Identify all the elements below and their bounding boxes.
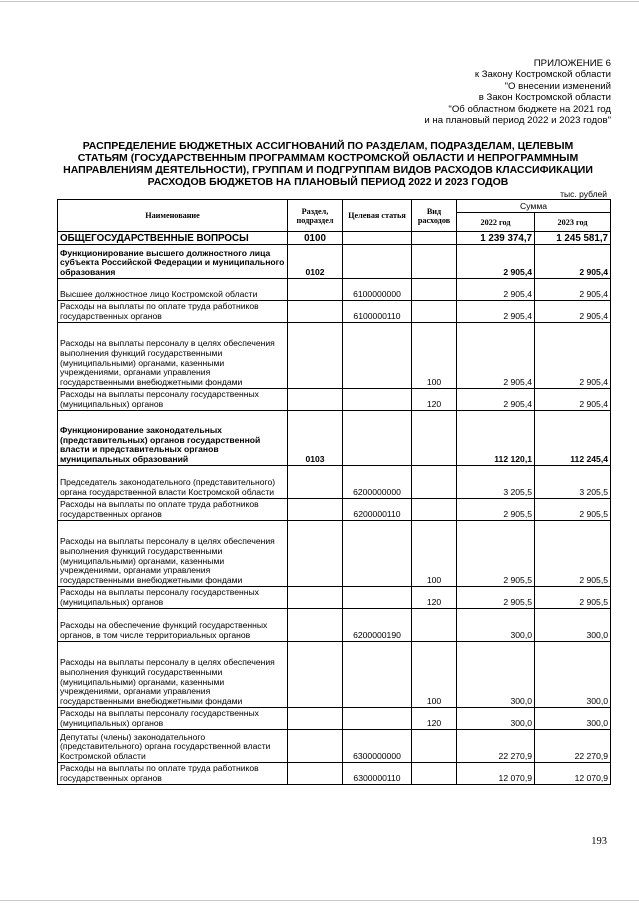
cell-type: 120 (412, 708, 457, 730)
table-row (58, 279, 611, 301)
document-title (48, 140, 608, 188)
table-row (58, 466, 611, 499)
cell-2023: 3 205,5 (535, 466, 611, 499)
header-2023: 2023 год (535, 213, 611, 232)
cell-name: Расходы на выплаты персоналу в целях обеспечения выполнения функций государственными (муниципальными) органами, казенными учреждениями, органами управления государственными внебюджетными фондами (58, 521, 288, 587)
table-row (58, 323, 611, 389)
cell-target (343, 323, 412, 389)
cell-type (412, 245, 457, 279)
cell-2022: 1 239 374,7 (457, 232, 535, 245)
table-row (58, 499, 611, 521)
appendix-header (311, 58, 611, 126)
cell-target (343, 521, 412, 587)
cell-2022: 300,0 (457, 609, 535, 642)
cell-2022: 2 905,5 (457, 587, 535, 609)
cell-name: Функционирование высшего должностного лица субъекта Российской Федерации и муниципального образования (58, 245, 288, 279)
cell-type: 120 (412, 389, 457, 411)
cell-2023: 2 905,4 (535, 245, 611, 279)
table-row (58, 730, 611, 763)
cell-2023: 2 905,5 (535, 521, 611, 587)
cell-section (288, 389, 343, 411)
cell-target (343, 708, 412, 730)
cell-name: Функционирование законодательных (представительных) органов государственной власти и представительных органов муниципальных образований (58, 411, 288, 466)
cell-type (412, 763, 457, 785)
cell-name: ОБЩЕГОСУДАРСТВЕННЫЕ ВОПРОСЫ (58, 232, 288, 245)
cell-2022: 2 905,4 (457, 389, 535, 411)
cell-type: 100 (412, 642, 457, 708)
cell-name: Расходы на выплаты по оплате труда работников государственных органов (58, 763, 288, 785)
cell-2023: 22 270,9 (535, 730, 611, 763)
header-target: Целевая статья (343, 200, 412, 232)
cell-section (288, 609, 343, 642)
table-row (58, 609, 611, 642)
cell-2022: 22 270,9 (457, 730, 535, 763)
cell-2023: 2 905,4 (535, 323, 611, 389)
cell-type: 100 (412, 521, 457, 587)
cell-target: 6200000110 (343, 499, 412, 521)
scan-edge-top (0, 1, 639, 2)
cell-target: 6200000190 (343, 609, 412, 642)
cell-2023: 2 905,5 (535, 499, 611, 521)
table-row (58, 763, 611, 785)
cell-name: Депутаты (члены) законодательного (представительного) органа государственной власти Костромской области (58, 730, 288, 763)
cell-2022: 2 905,5 (457, 521, 535, 587)
cell-name: Расходы на выплаты персоналу в целях обеспечения выполнения функций государственными (муниципальными) органами, казенными учреждениями, органами управления государственными внебюджетными фондами (58, 642, 288, 708)
appendix-line: в Закон Костромской области (478, 92, 611, 104)
cell-name: Расходы на выплаты персоналу в целях обеспечения выполнения функций государственными (муниципальными) органами, казенными учреждениями, органами управления государственными внебюджетными фондами (58, 323, 288, 389)
cell-2022: 112 120,1 (457, 411, 535, 466)
cell-2023: 2 905,5 (535, 587, 611, 609)
header-sum: Сумма (457, 200, 611, 213)
cell-2023: 2 905,4 (535, 389, 611, 411)
cell-section: 0103 (288, 411, 343, 466)
cell-type (412, 301, 457, 323)
table-row (58, 708, 611, 730)
cell-section (288, 466, 343, 499)
table-row (58, 521, 611, 587)
cell-section (288, 763, 343, 785)
cell-section (288, 279, 343, 301)
table-row (58, 232, 611, 245)
cell-2023: 2 905,4 (535, 301, 611, 323)
cell-section (288, 323, 343, 389)
appendix-line: "Об областном бюджете на 2021 год (448, 103, 611, 115)
header-2022: 2022 год (457, 213, 535, 232)
cell-name: Расходы на выплаты по оплате труда работников государственных органов (58, 499, 288, 521)
header-name: Наименование (58, 200, 288, 232)
appendix-line: к Закону Костромской области (474, 69, 611, 81)
cell-type (412, 279, 457, 301)
cell-target (343, 587, 412, 609)
budget-table-body (58, 232, 611, 785)
cell-2022: 12 070,9 (457, 763, 535, 785)
cell-section: 0100 (288, 232, 343, 245)
cell-type (412, 499, 457, 521)
budget-table (57, 199, 611, 785)
scan-edge-bottom (0, 900, 639, 901)
header-type: Вид расходов (412, 200, 457, 232)
cell-name: Председатель законодательного (представительного) органа государственной власти Костромской области (58, 466, 288, 499)
cell-target: 6300000000 (343, 730, 412, 763)
cell-target (343, 389, 412, 411)
cell-section: 0102 (288, 245, 343, 279)
cell-name: Расходы на выплаты персоналу государственных (муниципальных) органов (58, 389, 288, 411)
cell-name: Расходы на выплаты по оплате труда работников государственных органов (58, 301, 288, 323)
cell-2022: 2 905,4 (457, 301, 535, 323)
cell-2022: 3 205,5 (457, 466, 535, 499)
appendix-line: "О внесении изменений (504, 80, 611, 92)
cell-section (288, 730, 343, 763)
cell-name: Расходы на обеспечение функций государственных органов, в том числе территориальных органов (58, 609, 288, 642)
cell-2022: 2 905,4 (457, 279, 535, 301)
cell-2023: 1 245 581,7 (535, 232, 611, 245)
cell-section (288, 642, 343, 708)
cell-2023: 12 070,9 (535, 763, 611, 785)
cell-2022: 300,0 (457, 708, 535, 730)
cell-type: 120 (412, 587, 457, 609)
cell-target (343, 232, 412, 245)
cell-target: 6300000110 (343, 763, 412, 785)
title-line: СТАТЬЯМ (ГОСУДАРСТВЕННЫМ ПРОГРАММАМ КОСТРОМСКОЙ ОБЛАСТИ И НЕПРОГРАММНЫМ (77, 152, 579, 164)
table-row (58, 245, 611, 279)
title-line: НАПРАВЛЕНИЯМ ДЕЯТЕЛЬНОСТИ), ГРУППАМ И ПОДГРУППАМ ВИДОВ РАСХОДОВ КЛАССИФИКАЦИИ (63, 164, 593, 176)
cell-2023: 300,0 (535, 708, 611, 730)
table-row (58, 389, 611, 411)
units-label: тыс. рублей (560, 189, 607, 199)
cell-target (343, 411, 412, 466)
cell-target: 6100000000 (343, 279, 412, 301)
cell-2023: 112 245,4 (535, 411, 611, 466)
header-section: Раздел, подраздел (288, 200, 343, 232)
cell-target: 6100000110 (343, 301, 412, 323)
cell-type (412, 466, 457, 499)
cell-2023: 2 905,4 (535, 279, 611, 301)
cell-name: Расходы на выплаты персоналу государственных (муниципальных) органов (58, 587, 288, 609)
page-number: 193 (591, 836, 607, 847)
cell-target: 6200000000 (343, 466, 412, 499)
table-row (58, 587, 611, 609)
cell-target (343, 245, 412, 279)
appendix-line: и на плановый период 2022 и 2023 годов" (424, 115, 611, 127)
title-line: РАСХОДОВ БЮДЖЕТОВ НА ПЛАНОВЫЙ ПЕРИОД 2022 И 2023 ГОДОВ (147, 176, 509, 188)
cell-2023: 300,0 (535, 609, 611, 642)
cell-name: Высшее должностное лицо Костромской области (58, 279, 288, 301)
cell-type (412, 232, 457, 245)
cell-2022: 300,0 (457, 642, 535, 708)
table-row (58, 411, 611, 466)
appendix-line: ПРИЛОЖЕНИЕ 6 (533, 58, 611, 69)
cell-2023: 300,0 (535, 642, 611, 708)
cell-section (288, 301, 343, 323)
title-line: РАСПРЕДЕЛЕНИЕ БЮДЖЕТНЫХ АССИГНОВАНИЙ ПО РАЗДЕЛАМ, ПОДРАЗДЕЛАМ, ЦЕЛЕВЫМ (82, 140, 574, 152)
cell-type (412, 411, 457, 466)
cell-type (412, 730, 457, 763)
cell-section (288, 708, 343, 730)
table-row (58, 642, 611, 708)
cell-type (412, 609, 457, 642)
cell-2022: 2 905,4 (457, 245, 535, 279)
cell-target (343, 642, 412, 708)
table-row (58, 301, 611, 323)
cell-section (288, 499, 343, 521)
cell-section (288, 521, 343, 587)
cell-type: 100 (412, 323, 457, 389)
cell-2022: 2 905,4 (457, 323, 535, 389)
cell-section (288, 587, 343, 609)
cell-2022: 2 905,5 (457, 499, 535, 521)
cell-name: Расходы на выплаты персоналу государственных (муниципальных) органов (58, 708, 288, 730)
